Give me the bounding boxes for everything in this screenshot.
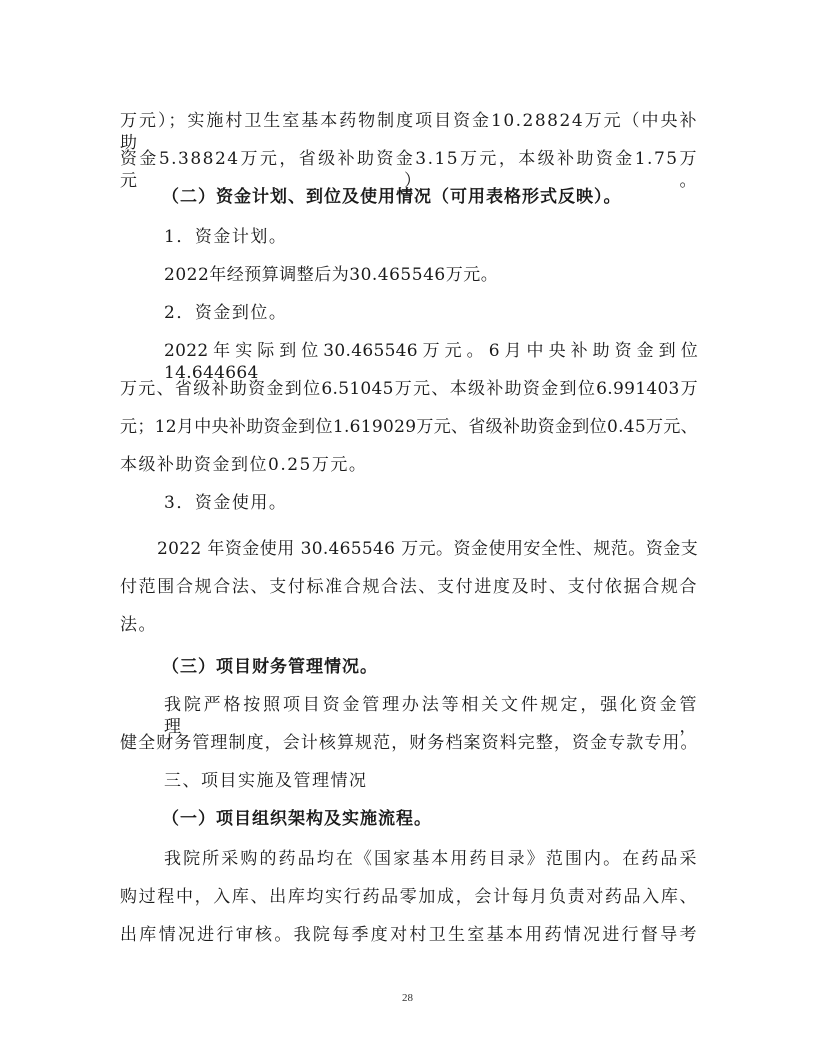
- body-text-line: 我院所采购的药品均在《国家基本用药目录》范围内。在药品采: [164, 849, 698, 869]
- body-text-line: 购过程中，入库、出库均实行药品零加成，会计每月负责对药品入库、: [120, 887, 698, 907]
- body-text-line: 2022年实际到位30.465546万元。6月中央补助资金到位14.644664: [164, 341, 698, 383]
- subsection-heading: 2．资金到位。: [164, 303, 288, 323]
- body-text-line: 万元）；实施村卫生室基本药物制度项目资金10.28824万元（中央补助: [120, 111, 698, 153]
- subsection-heading: 1．资金计划。: [164, 227, 288, 247]
- body-text-line: 资金5.38824万元，省级补助资金3.15万元，本级补助资金1.75万元）。: [120, 149, 698, 191]
- section-heading: （三）项目财务管理情况。: [162, 657, 378, 677]
- body-text-line: 我院严格按照项目资金管理办法等相关文件规定，强化资金管理，: [164, 695, 698, 737]
- body-text-line: 2022 年资金使用 30.465546 万元。资金使用安全性、规范。资金支: [157, 539, 698, 559]
- chapter-heading: 三、项目实施及管理情况: [164, 771, 368, 791]
- body-text-line: 2022年经预算调整后为30.465546万元。: [164, 265, 499, 285]
- page-number: 28: [402, 992, 413, 1004]
- body-text-line: 元；12月中央补助资金到位1.619029万元、省级补助资金到位0.45万元、: [120, 417, 698, 437]
- body-text-line: 本级补助资金到位0.25万元。: [120, 455, 368, 475]
- body-text-line: 付范围合规合法、支付标准合规合法、支付进度及时、支付依据合规合: [120, 577, 698, 597]
- section-heading: （一）项目组织架构及实施流程。: [162, 809, 432, 829]
- body-text-line: 健全财务管理制度，会计核算规范，财务档案资料完整，资金专款专用。: [120, 733, 698, 753]
- subsection-heading: 3．资金使用。: [164, 493, 288, 513]
- section-heading: （二）资金计划、到位及使用情况（可用表格形式反映）。: [162, 187, 622, 207]
- body-text-line: 出库情况进行审核。我院每季度对村卫生室基本用药情况进行督导考: [120, 925, 698, 945]
- body-text-line: 法。: [120, 615, 157, 635]
- body-text-line: 万元、省级补助资金到位6.51045万元、本级补助资金到位6.991403万: [120, 379, 698, 399]
